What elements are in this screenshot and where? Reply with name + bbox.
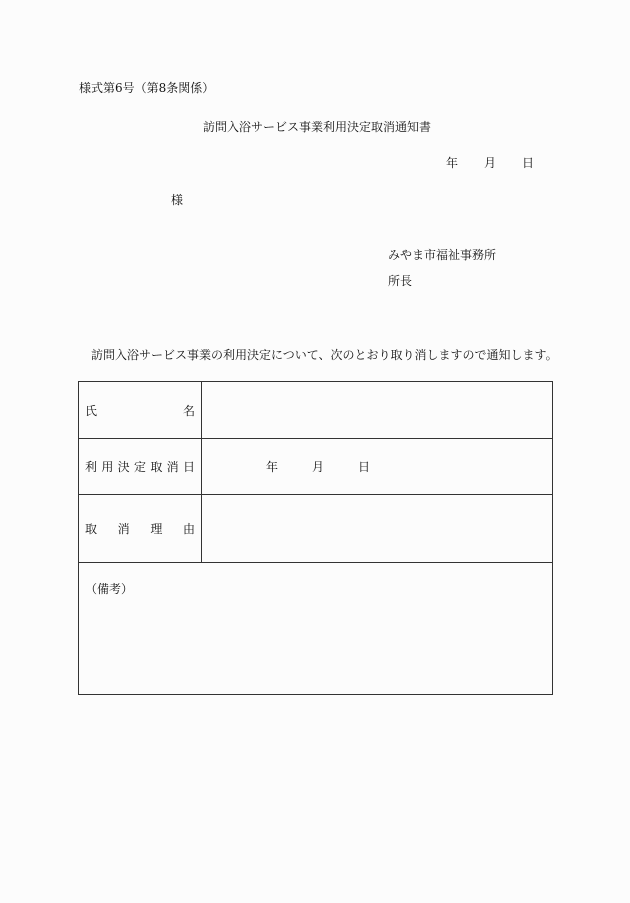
table-row-remarks [79, 563, 553, 695]
name-label-char: 名 [182, 403, 195, 418]
name-label-cell [79, 382, 202, 439]
table-row-date [79, 439, 553, 495]
cancel-date-label-cell [79, 439, 202, 495]
year-label: 年 [446, 156, 459, 170]
reason-value-cell[interactable] [202, 495, 553, 563]
day-label: 日 [522, 156, 535, 170]
reason-label-char: 由 [182, 522, 195, 536]
remarks-label: （備考） [85, 582, 134, 596]
reason-label-char: 消 [117, 522, 130, 536]
name-label-char: 氏 [85, 403, 98, 418]
name-value-cell[interactable] [202, 382, 553, 439]
form-number: 様式第6号（第8条関係） [79, 81, 215, 95]
cancel-date-value-cell[interactable] [202, 439, 553, 495]
notice-table [78, 381, 553, 695]
reason-label-cell [79, 495, 202, 563]
year-label: 年 [266, 460, 279, 474]
issuer-office: みやま市福祉事務所 [388, 248, 497, 262]
recipient-honorific: 様 [171, 193, 184, 207]
date-label-char: 決 [117, 460, 130, 474]
reason-label-char: 理 [150, 522, 163, 536]
notice-body: 訪問入浴サービス事業の利用決定について、次のとおり取り消しますので通知します。 [91, 348, 558, 362]
document-title: 訪問入浴サービス事業利用決定取消通知書 [203, 120, 432, 134]
month-label: 月 [312, 460, 325, 474]
date-label-char: 定 [133, 460, 146, 474]
issuer-title: 所長 [388, 274, 413, 288]
table-row-reason [79, 495, 553, 563]
issue-date [446, 157, 534, 169]
reason-label-char: 取 [85, 522, 98, 536]
date-label-char: 取 [150, 460, 163, 474]
date-label-char: 消 [166, 460, 179, 474]
date-label-char: 日 [182, 460, 195, 474]
date-label-char: 利 [85, 460, 98, 474]
month-label: 月 [484, 156, 497, 170]
date-label-char: 用 [101, 460, 114, 474]
remarks-cell[interactable] [79, 563, 553, 695]
table-row-name [79, 382, 553, 439]
day-label: 日 [358, 460, 371, 474]
